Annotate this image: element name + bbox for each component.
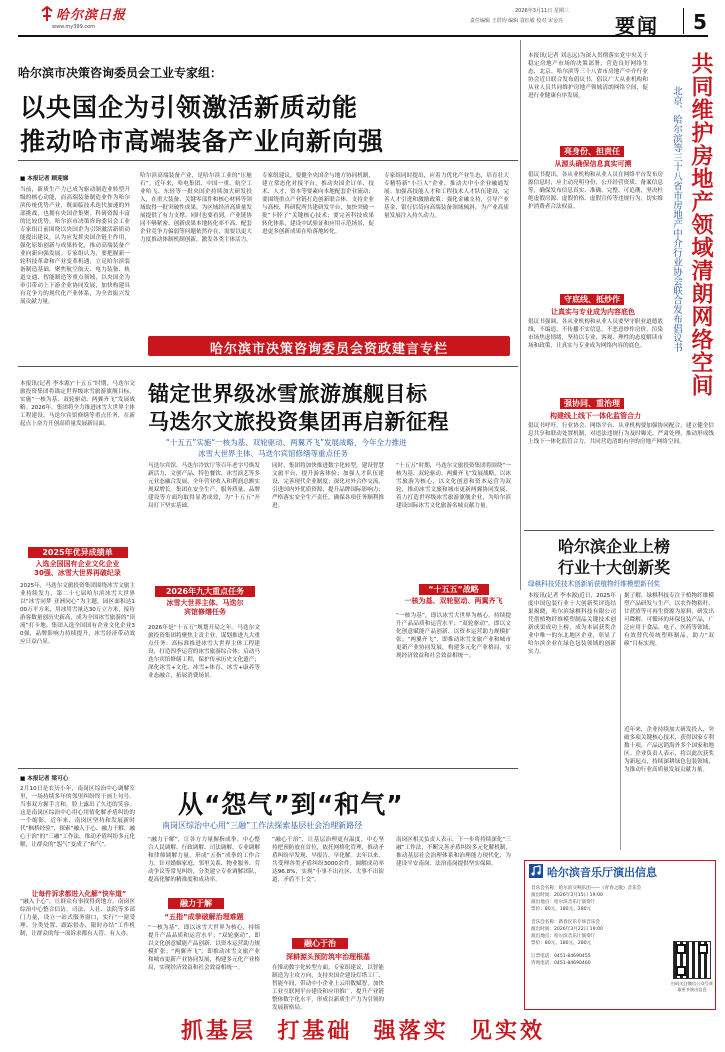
lead2-subhead-3 [396,584,511,606]
subhead-2-line-2: 冰雪大世界主体、马迭尔 [166,599,244,607]
ad-line: 订票电话：0451-84690455 [531,954,591,959]
lead-col-1: 当前，新质生产力已成为驱动制造业转型升级的核心动能，而高端装备制造业作为哈尔滨传统优势产业，既面临技术迭代加速的外部挑战，也拥有央国企集聚、科研资源丰富的比较优势。哈尔滨市决策咨询委员会工业专家组日前围绕以央国企为引领激活新质动能提出建议，认为应发挥央国企链主作用，强化原始创新与成果转化，推动高端装备产业向新向强发展。专家组认为，要把握新一轮科技革命和产业变革机遇，立足哈尔滨装备制造基础，聚焦航空航天、电力装备、轨道交通、智能制造等重点领域，以央国企为牵引带动上下游企业协同发展，加快构建具有竞争力的现代化产业体系，为全省振兴发展贡献力量。 [20,187,130,305]
right-subhead-3: 强协同、重治理 [560,398,624,409]
lead3-headline: 从“怨气”到“和气” [178,790,404,819]
lead-byline: ■ 本报记者 顾迎娣 [20,176,69,182]
subhead-1-line-2: 入选全国国有企业文化企业 [35,560,120,568]
right2-col-1: 本报讯(记者 李本源)近日，2025年度中国包装行业十大创新奖评选结果揭晓，哈尔滨绿棋科技有限公司凭借植物纤维模塑制品关键技术创新成果成功上榜，成为本届获奖企业中唯一的东北地区企业，彰显了哈尔滨企业在绿色包装领域的创新实力。 [528,593,616,655]
right-subhead-1b: 从源头确保信息真实可溯 [554,160,632,168]
right-subhead-1: 亮身份、担责任 [560,146,624,157]
lead-col-3: 专家组建议，要健全央国企与地方协同机制，建立常态化对接平台，推动央国企订单、技术、人才、资本等要素向本地配套企业流动；要围绕重点产业链打造创新联合体，支持企业与高校、科研院所共建研发平台，加快突破一批“卡脖子”关键核心技术；要完善科技成果转化体系，建设中试验证和应用示范场景，促进更多创新成果在哈落地转化。 [262,173,374,235]
lead3-kicker: ■ 本报记者 梁可心 [20,776,69,782]
right-vsub: 北京、哈尔滨等三十八省市房地产中介行业协会联合发布倡议书 [671,86,682,352]
lead2-col-2b: 2026年是“十五五”规划开局之年。马迭尔文旅投资集团将聚焦主责主业，谋划推进九大重点任务：高标准推进冰雪大世界主体工程建设，打造四季运营的冰雪旅游综合体；启动马迭尔宾馆修缮工程，保护传承历史文化遗产；深化冰雪+文化、冰雪+体育、冰雪+康养等业态融合，拓展消费场景。 [148,625,260,679]
lead3-intro: 2月10日是农历小年，南岗区综治中心调解室里，一场持续多年的邻里纠纷终于画上句号。当事双方握手言和，脸上露出了久违的笑容。这是南岗区综治中心用心用情化解矛盾纠纷的一个缩影。近年来，南岗区坚持和发展新时代“枫桥经验”，探索“融入于心、融力于解、融心于治”的“三融”工作法，推动矛盾纠纷多元化解，让群众的“怨气”变成了“和气”。 [20,786,135,848]
subhead-1-line-3: 30强、冰雪大世界再破纪录 [34,569,121,577]
lead2-col-1: 2025年，马迭尔文旅投资集团围绕冰雪文旅主业持续发力，第二十七届哈尔滨冰雪大世界以“冰雪同梦 亚洲同心”为主题，园区面积达100万平方米，用冰用雪量达30万立方米，接待游客数量创历史新高，成为全国冰雪旅游的“顶流”打卡地。集团入选全国国有企业文化企业30强，品牌影响力持续提升，冰雪经济带动效应日益凸显。 [20,583,135,645]
music-note-icon [529,864,543,878]
right-column-rule [520,40,521,590]
lead-col-2: 哈尔滨高端装备产业，是哈尔滨工业的“压舱石”。近年来，哈电集团、中国一重、航空工业哈飞、东轻等一批央国企持续加大研发投入，在重大装备、关键零部件和核心材料等领域取得一批突破性成果，为区域经济高质量发展提供了有力支撑。同时也要看到，产业链协同不够紧密、创新成果本地转化率不高、配套企业竞争力偏弱等问题依然存在，需要以更大力度推动体制机制创新，激发各类主体活力。 [140,173,252,243]
lead-rule [18,160,518,161]
ad-line: 演出时间：2026年3月15日 19:00 [531,893,603,898]
lead3-col-3: “融心于治”，让基层治理更有温度。中心坚持把预防放在首位，依托网格化管理，推动矛盾纠纷早发现、早报告、早化解。去年以来，共受理各类矛盾纠纷3000余件，调解成功率达96.8%，实现“小事不出社区、大事不出街道、矛盾不上交”。 [272,837,384,883]
lead2-subhead-2 [150,586,260,617]
footer-slogan [18,1012,708,1044]
lead3-subhead-3: 融心于治 [292,938,348,949]
lead3-col-1: “融入于心”，让群众有事找得到地方。南岗区综治中心整合信访、司法、人社、法院等多部门力量，设立一站式服务窗口，实行“一窗受理、分类处置、跟踪督办、限时办结”工作机制，让群众的每一项诉求都有人管、有人办。 [20,899,135,937]
lead3-deck: 南岗区综治中心用“三融”工作法探索基层社会治理新路径 [162,821,363,830]
right-col-p3: 倡议书呼吁，行业协会、网络平台、从业机构要加强协同配合，建立健全信息共享和联动处置机制，对违法违规行为及时曝光、严肃处理，推动形成线上线下一体化监管合力，共同营造清朗有序的房地产网络空间。 [528,423,714,445]
lead-kicker: 哈尔滨市决策咨询委员会工业专家组： [18,66,223,80]
lead3-subhead-2: 融力于解 [168,898,224,909]
lead2-col-2: 马迭尔宾馆、马迭尔冷饮厅等百年老字号焕发新活力，文创产品、特色餐饮、冰雪演艺等多元业态融合发展，全年营业收入和利润总额实现双增长。集团在安全生产、服务质量、品牌建设等方面均取得显著成效，为“十五五”开局打下坚实基础。 [148,463,260,509]
lead3-col-2b: “一核为基”，即以冰雪大世界为核心，持续提升产品品质和运营水平；“双轮驱动”，即以文化创意赋能产品创新、以资本运营助力规模扩张；“两翼齐飞”，即推动冰雪文旅产业和城市更新产业协同发展，构建多元化产业格局，实现经济效益和社会效益相统一。 [148,925,260,971]
lead-headline-2: 推动哈市高端装备产业向新向强 [20,127,385,156]
section-divider [683,8,684,34]
lead3-subhead-1: 让每件诉求都进入化解“快车道” [31,890,127,898]
right-col-p2: 倡议书强调，各从业机构和从业人员要坚守职业道德底线，不编造、不传播不实信息，不恶意炒作房价、渲染市场焦虑情绪，坚持以专业、客观、理性的态度解读市场和政策，让真实与专业成为网络内容的底色。 [528,319,663,349]
lead2-col-3: 同时，集团将加快推进数字化转型，建设智慧文旅平台，提升游客体验；加强人才队伍建设，完善现代企业制度；深化对外合作交流，引进国内外优质资源，提升品牌国际影响力；严格落实安全生产责任，确保各项任务顺利推进。 [272,463,384,509]
subhead-2-line-3: 宾馆修缮任务 [184,608,226,616]
lead-col-4: 专家组同时提出，应着力优化产业生态，培育壮大专精特新“小巨人”企业，推动大中小企业融通发展；加强高技能人才和工程技术人才队伍建设，完善人才引进和激励政策；强化金融支持，引导产业基金、银行信贷向高端装备领域倾斜，为产业高质量发展注入持久动力。 [384,173,509,219]
right2-col-2: 据了解，绿棋科技专注于植物纤维模塑产品研发与生产，以农作物秸秆、甘蔗渣等可再生资源为原料，研发出可降解、可循环的环保包装产品，广泛应用于食品、电子、医药等领域，有效替代传统塑料制品，助力“双碳”目标实现。 [624,593,714,647]
qr-caption: 扫码关注微信公众号获取更多演出信息 [671,981,713,992]
lead2-intro: 本报讯(记者 李本源)“十五五”时期，马迭尔文旅投资集团将锚定世界级冰雪旅游旗舰目标，实施“一核为基、双轮驱动、两翼齐飞”发展战略。2026年，集团将全力推进冰雪大世界主体工程建设、马迭尔宾馆修缮等重点任务，在新起点上奋力开创高质量发展新局面。 [20,381,135,427]
ad-line: 演出时间：2026年3月22日 19:00 [531,927,603,932]
lead2-deck-2: 冰雪大世界主体、马迭尔宾馆修缮等重点任务 [198,449,348,458]
lead2-subhead-1 [20,547,135,578]
right2-col-rule [620,594,621,850]
qr-code[interactable] [673,941,711,979]
ad-line: 音乐会名称：哈尔滨交响乐团——《青春之歌》音乐会 [531,886,642,891]
right-divider [524,530,714,531]
lead2-col-4: “十五五”时期，马迭尔文旅投资集团将围绕“一核为基、双轮驱动、两翼齐飞”发展战略，以冰雪旅游为核心，以文化创意和资本运营为双轮，推动冰雪文旅和城市更新两翼协同发展，着力打造世界级冰雪旅游旗舰企业，为哈尔滨建设国际冰雪文化旅游名城贡献力量。 [396,463,511,509]
banner-rule [18,366,518,367]
column-banner [148,336,510,356]
concert-ad [524,860,716,1010]
lead3-subhead-3b: 深耕源头预防筑牢治理根基 [286,953,370,961]
right-vtitle: 共同维护房地产领域清朗网络空间 [688,52,713,397]
lead2-deck-1: “十五五”实施“一核为基、双轮驱动、两翼齐飞”发展战略，今年全力推进 [166,438,407,447]
right-subhead-2b: 让真实与专业成为内容底色 [551,308,635,316]
ad-lines [531,885,661,967]
right-col-p1: 倡议书提出，各从业机构和从业人员在网络平台发布房源信息时，应主动亮明身份，公开经营资质、备案信息等，确保发布信息真实、准确、完整、可追溯，坚决杜绝虚假房源、虚假价格、虚假宣传等违规行为，切实维护消费者合法权益。 [528,172,663,210]
right-story-intro: 本报讯(记者 刘志远)为深入贯彻落实党中央关于稳定房地产市场的决策部署，营造良好网络生态，北京、哈尔滨等三十八省市房地产中介行业协会近日联合发布倡议书，倡议广大从业机构和从业人员共同维护房地产领域清朗网络空间，促进行业健康有序发展。 [528,53,648,99]
masthead [0,0,725,44]
site-url: www.my399.com [52,24,96,30]
lead2-col-4b: “一核为基”，即以冰雪大世界为核心，持续提升产品品质和运营水平；“双轮驱动”，即以文化创意赋能产品创新、以资本运营助力规模扩张；“两翼齐飞”，即推动冰雪文旅产业和城市更新产业协同发展，构建多元化产业格局，实现经济效益和社会效益相统一。 [396,613,511,659]
lead3-col-2: “融力于解”，让各方力量握指成拳。中心整合人民调解、行政调解、司法调解、专业调解和律师调解力量，形成“五指”成拳的工作合力。针对婚姻家庭、邻里关系、物业服务、劳动争议等常见纠纷，分类建立专业调解团队，提高化解的精准度和成功率。 [148,837,260,883]
subhead-1-label: 2025年优异成绩单 [28,547,128,558]
lead3-col-4: 南岗区相关负责人表示，下一步将持续深化“三融”工作法，不断完善矛盾纠纷多元化解机制，推动基层社会治理体系和治理能力现代化，为建设平安南岗、法治南岗提供坚实保障。 [396,837,511,867]
right2-headline-2: 行业十大创新奖 [558,558,671,577]
ad-title: 哈尔滨音乐厅演出信息 [547,866,657,879]
subhead-3-label: “十五五”战略 [419,584,489,595]
lead3-subhead-2b: “五指”成拳破解治理难题 [164,913,244,921]
lead-headline-1: 以央国企为引领激活新质动能 [20,93,359,122]
right2-col-3: 近年来，企业持续加大研发投入，突破多项关键核心技术，获得国家专利数十项，产品远销海外多个国家和地区。企业负责人表示，将以此次获奖为新起点，持续深耕绿色包装领域，为推动行业高质量发展贡献力量。 [624,727,714,773]
banner-text: 哈尔滨市决策咨询委员会资政建言专栏 [209,342,448,357]
footer-slogan-text: 抓基层 打基础 强落实 见实效 [181,1019,545,1044]
logo [40,4,127,24]
subhead-3-line-2: 一核为基、双轮驱动、两翼齐飞 [404,597,503,605]
right-subhead-2: 守底线、抵炒作 [560,294,624,305]
right2-headline-1: 哈尔滨企业上榜 [558,537,671,556]
ad-line: 票价：80元、180元、280元 [531,941,592,946]
ad-line: 票价：80元、180元、280元 [531,907,592,912]
ad-header [525,861,715,881]
ad-line: 音乐会名称：新春民乐专场音乐会 [531,920,600,925]
masthead-rule [18,35,708,37]
logo-emblem-icon [40,6,54,22]
ad-line: 演出地点：哈尔滨音乐厅演奏厅 [531,900,596,905]
issue-date: 2026年3月11日 星期三 [515,8,569,14]
lead2-bottom-rule [18,768,518,769]
right2-deck: 绿棋科技凭技术创新斩获植物纤维模塑新刊奖 [528,580,660,588]
ad-line: 演出地点：哈尔滨音乐厅演奏厅 [531,934,596,939]
lead3-col-3b: 在推动数字化转型方面，专家组建议，以智能制造为主攻方向，支持央国企建设灯塔工厂、智能车间，带动中小企业上云用数赋智，加快工业互联网平台建设和应用推广，提升产业链整体数字化水平，形成以新质生产力为引领的发展新格局。 [272,965,384,1011]
editors-line: 责任编辑 王洪钧 编辑 袁红敏 校对 宋金亮 [470,18,563,24]
ad-line: 咨询电话：0451-84690460 [531,961,591,966]
section-title: 要闻 [615,14,659,38]
lead2-headline-1: 锚定世界级冰雪旅游旗舰目标 [148,382,428,406]
page-number: 5 [693,10,707,34]
subhead-2-label: 2026年九大重点任务 [155,586,255,597]
logo-text: 哈尔滨日报 [56,8,127,23]
lead2-headline-2: 马迭尔文旅投资集团再启新征程 [148,410,449,434]
right-subhead-3b: 构建线上线下一体化监管合力 [550,412,641,420]
